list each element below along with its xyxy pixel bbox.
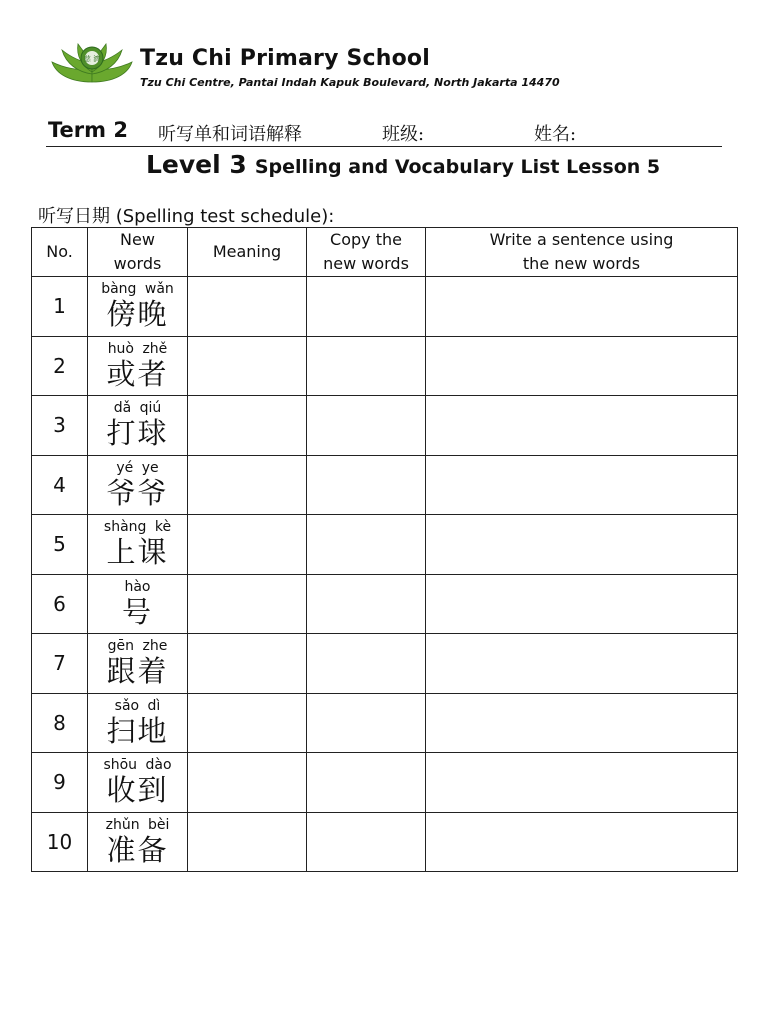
meaning-cell[interactable]: [188, 812, 307, 872]
sentence-cell[interactable]: [426, 455, 738, 515]
header-copy: [307, 228, 426, 277]
name-label: 姓名:: [534, 124, 577, 145]
pinyin: yé ye: [116, 459, 159, 476]
table-row: [32, 634, 738, 694]
meaning-cell[interactable]: [188, 693, 307, 753]
table-row: [32, 812, 738, 872]
meaning-cell[interactable]: [188, 574, 307, 634]
copy-cell[interactable]: [307, 574, 426, 634]
page-title: [146, 150, 660, 179]
new-word-cell: [88, 812, 188, 872]
new-word-cell: [88, 277, 188, 337]
new-word-cell: [88, 693, 188, 753]
level-label: Level 3: [146, 150, 247, 179]
hanzi: 跟着: [106, 654, 169, 688]
row-number: 1: [32, 277, 88, 337]
sentence-cell[interactable]: [426, 634, 738, 694]
row-number: 2: [32, 336, 88, 396]
row-number: 4: [32, 455, 88, 515]
term-header-line: [46, 118, 722, 147]
meaning-cell[interactable]: [188, 753, 307, 813]
table-row: [32, 693, 738, 753]
pinyin: bàng wǎn: [101, 281, 174, 297]
meaning-cell[interactable]: [188, 277, 307, 337]
copy-cell[interactable]: [307, 812, 426, 872]
hanzi: 准备: [106, 832, 169, 867]
new-word-cell: [88, 336, 188, 396]
sentence-cell[interactable]: [426, 515, 738, 575]
copy-cell[interactable]: [307, 277, 426, 337]
header-meaning: Meaning: [188, 228, 307, 277]
meaning-cell[interactable]: [188, 336, 307, 396]
meaning-cell[interactable]: [188, 634, 307, 694]
header-new-words: [88, 228, 188, 277]
table-row: [32, 396, 738, 456]
row-number: 3: [32, 396, 88, 456]
logo-text: 慈 濟: [83, 55, 101, 63]
hanzi: 号: [121, 594, 153, 629]
term-label: Term 2: [48, 118, 128, 142]
new-word-cell: [88, 574, 188, 634]
sentence-cell[interactable]: [426, 812, 738, 872]
table-row: [32, 515, 738, 575]
row-number: 9: [32, 753, 88, 813]
header-no: No.: [32, 228, 88, 277]
new-word-cell: [88, 396, 188, 456]
sentence-cell[interactable]: [426, 336, 738, 396]
new-word-cell: [88, 634, 188, 694]
table-row: [32, 455, 738, 515]
school-address: Tzu Chi Centre, Pantai Indah Kapuk Boulevard, North Jakarta 14470: [140, 76, 560, 89]
school-logo: [50, 38, 134, 86]
header-sentence: [426, 228, 738, 277]
new-word-cell: [88, 753, 188, 813]
lesson-subtitle: Spelling and Vocabulary List Lesson 5: [254, 156, 661, 178]
header-new-words-line2: words: [113, 254, 162, 273]
table-row: [32, 753, 738, 813]
class-label: 班级:: [382, 124, 425, 145]
hanzi: 收到: [106, 773, 169, 807]
vocabulary-table: [31, 227, 738, 872]
pinyin: zhǔn bèi: [105, 816, 170, 833]
pinyin: sǎo dì: [114, 697, 161, 714]
table-row: [32, 574, 738, 634]
new-word-cell: [88, 455, 188, 515]
hanzi: 或者: [106, 356, 169, 391]
chinese-title: 听写单和词语解释: [158, 124, 302, 145]
meaning-cell[interactable]: [188, 396, 307, 456]
sentence-cell[interactable]: [426, 693, 738, 753]
new-word-cell: [88, 515, 188, 575]
hanzi: 扫地: [106, 713, 169, 748]
header-new-words-line1: New: [120, 230, 155, 249]
hanzi: 爷爷: [106, 475, 169, 510]
row-number: 7: [32, 634, 88, 694]
meaning-cell[interactable]: [188, 455, 307, 515]
school-name: Tzu Chi Primary School: [140, 46, 430, 71]
copy-cell[interactable]: [307, 515, 426, 575]
sentence-cell[interactable]: [426, 574, 738, 634]
hanzi: 傍晚: [106, 297, 169, 331]
row-number: 8: [32, 693, 88, 753]
copy-cell[interactable]: [307, 693, 426, 753]
header-copy-line1: Copy the: [330, 230, 402, 249]
table-row: [32, 336, 738, 396]
pinyin: gēn zhe: [107, 638, 168, 654]
pinyin: shōu dào: [103, 757, 172, 773]
copy-cell[interactable]: [307, 396, 426, 456]
hanzi: 上课: [106, 535, 169, 569]
copy-cell[interactable]: [307, 336, 426, 396]
schedule-chinese: 听写日期: [38, 206, 110, 227]
hanzi: 打球: [106, 416, 169, 450]
meaning-cell[interactable]: [188, 515, 307, 575]
row-number: 10: [32, 812, 88, 872]
copy-cell[interactable]: [307, 634, 426, 694]
pinyin: shàng kè: [103, 519, 172, 535]
header-copy-line2: new words: [323, 254, 409, 273]
sentence-cell[interactable]: [426, 396, 738, 456]
row-number: 5: [32, 515, 88, 575]
header-sentence-line1: Write a sentence using: [489, 230, 674, 249]
copy-cell[interactable]: [307, 753, 426, 813]
sentence-cell[interactable]: [426, 277, 738, 337]
header-sentence-line2: the new words: [522, 254, 641, 273]
pinyin: huò zhě: [107, 340, 168, 357]
pinyin: dǎ qiú: [113, 400, 162, 416]
copy-cell[interactable]: [307, 455, 426, 515]
test-schedule-label: [38, 202, 334, 228]
table-header-row: [32, 228, 738, 277]
pinyin: hào: [124, 578, 151, 595]
row-number: 6: [32, 574, 88, 634]
schedule-english: (Spelling test schedule):: [115, 206, 335, 227]
sentence-cell[interactable]: [426, 753, 738, 813]
table-row: [32, 277, 738, 337]
